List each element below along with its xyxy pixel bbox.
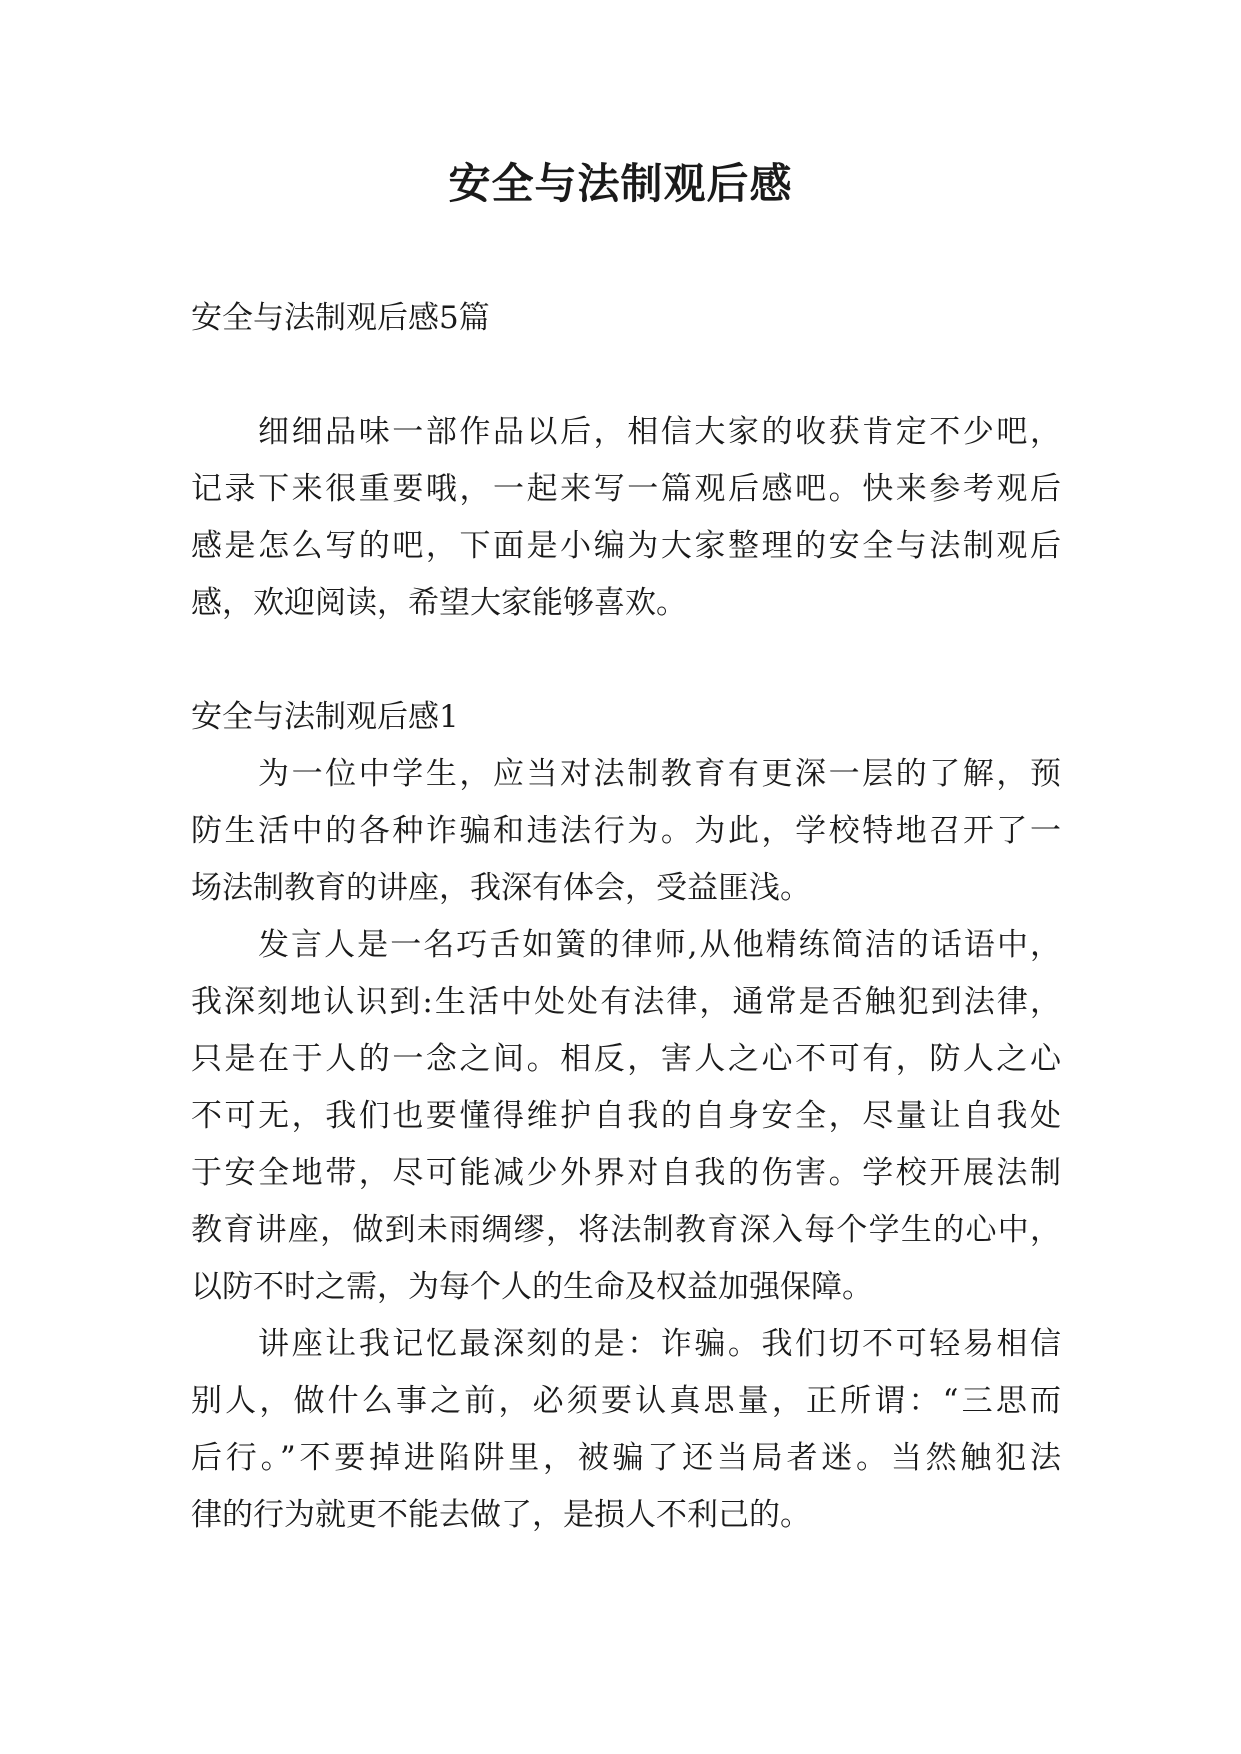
paragraph-1 <box>191 746 1061 917</box>
intro-paragraph <box>191 404 1061 632</box>
paragraph-3 <box>191 1316 1061 1544</box>
text-line: 为一位中学生，应当对法制教育有更深一层的了解，预 <box>258 756 1061 792</box>
text-line: 细细品味一部作品以后，相信大家的收获肯定不少吧， <box>258 414 1061 450</box>
text-line: 不可无，我们也要懂得维护自我的自身安全，尽量让自我处 <box>191 1098 1061 1134</box>
text-line: 别人，做什么事之前，必须要认真思量，正所谓：“三思而 <box>191 1383 1061 1419</box>
text-line: 发言人是一名巧舌如簧的律师,从他精练简洁的话语中， <box>258 927 1061 963</box>
text-line: 讲座让我记忆最深刻的是：诈骗。我们切不可轻易相信 <box>258 1326 1061 1362</box>
document-body <box>191 290 1061 1544</box>
text-line: 律的行为就更不能去做了，是损人不利己的。 <box>191 1497 811 1533</box>
text-line: 记录下来很重要哦，一起来写一篇观后感吧。快来参考观后 <box>191 471 1061 507</box>
text-line: 以防不时之需，为每个人的生命及权益加强保障。 <box>191 1269 873 1305</box>
text-line: 后行。”不要掉进陷阱里，被骗了还当局者迷。当然触犯法 <box>191 1440 1061 1476</box>
text-line: 感是怎么写的吧，下面是小编为大家整理的安全与法制观后 <box>191 528 1061 564</box>
paragraph-gap <box>191 632 1061 689</box>
paragraph-gap <box>191 347 1061 404</box>
text-line: 我深刻地认识到:生活中处处有法律，通常是否触犯到法律， <box>191 984 1061 1020</box>
document-title: 安全与法制观后感 <box>448 159 793 208</box>
text-line: 场法制教育的讲座，我深有体会，受益匪浅。 <box>191 870 811 906</box>
paragraph-2 <box>191 917 1061 1316</box>
text-line: 于安全地带，尽可能减少外界对自我的伤害。学校开展法制 <box>191 1155 1061 1191</box>
section-heading: 安全与法制观后感1 <box>191 699 459 735</box>
text-line: 防生活中的各种诈骗和违法行为。为此，学校特地召开了一 <box>191 813 1061 849</box>
text-line: 教育讲座，做到未雨绸缪，将法制教育深入每个学生的心中， <box>191 1212 1061 1248</box>
text-line: 感，欢迎阅读，希望大家能够喜欢。 <box>191 585 687 621</box>
document-subtitle: 安全与法制观后感5篇 <box>191 300 490 336</box>
text-line: 只是在于人的一念之间。相反，害人之心不可有，防人之心 <box>191 1041 1061 1077</box>
